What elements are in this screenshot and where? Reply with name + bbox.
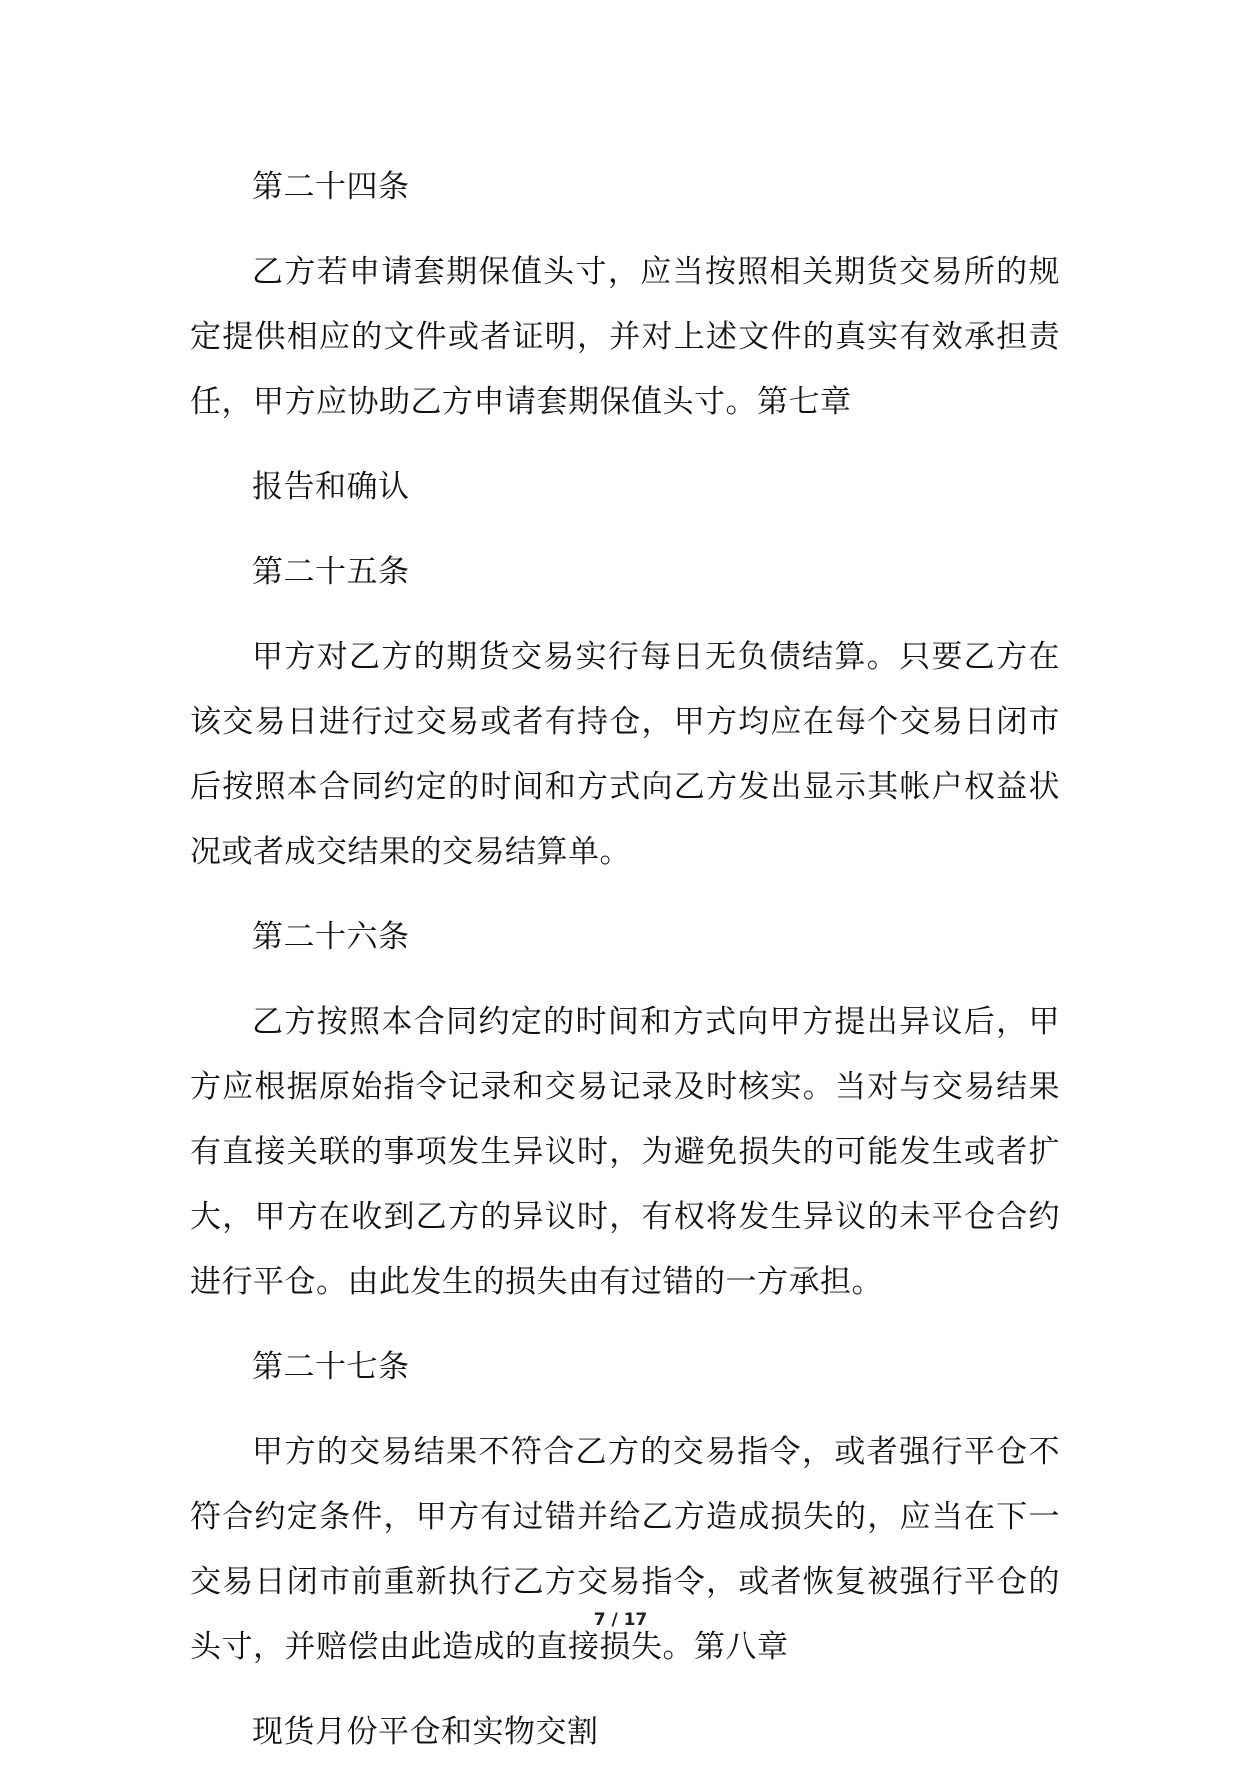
paragraph-chapter-7-title: 报告和确认 [252, 469, 410, 505]
paragraph-article-26-heading: 第二十六条 [252, 919, 410, 955]
paragraph-article-24-body: 乙方若申请套期保值头寸，应当按照相关期货交易所的规定提供相应的文件或者证明，并对上述文件的真实有效承担责任，甲方应协助乙方申请套期保值头寸。第七章 [190, 254, 1060, 420]
paragraph-chapter-8-title: 现货月份平仓和实物交割 [252, 1714, 599, 1750]
paragraph-article-25-heading: 第二十五条 [252, 554, 410, 590]
page-number: 7 / 17 [593, 1610, 648, 1630]
paragraph-article-24-heading: 第二十四条 [252, 169, 410, 205]
paragraph-article-27-heading: 第二十七条 [252, 1349, 410, 1385]
paragraph-article-26-body: 乙方按照本合同约定的时间和方式向甲方提出异议后，甲方应根据原始指令记录和交易记录及时核实。当对与交易结果有直接关联的事项发生异议时，为避免损失的可能发生或者扩大，甲方在收到乙方的异议时，有权将发生异议的未平仓合约进行平仓。由此发生的损失由有过错的一方承担。 [190, 1004, 1060, 1300]
paragraph-article-27-body: 甲方的交易结果不符合乙方的交易指令，或者强行平仓不符合约定条件，甲方有过错并给乙方造成损失的，应当在下一交易日闭市前重新执行乙方交易指令，或者恢复被强行平仓的头寸，并赔偿由此造成的直接损失。第八章 [190, 1434, 1060, 1665]
document-body [190, 155, 1060, 1785]
paragraph-article-25-body: 甲方对乙方的期货交易实行每日无负债结算。只要乙方在该交易日进行过交易或者有持仓，甲方均应在每个交易日闭市后按照本合同约定的时间和方式向乙方发出显示其帐户权益状况或者成交结果的交易结算单。 [190, 639, 1060, 870]
